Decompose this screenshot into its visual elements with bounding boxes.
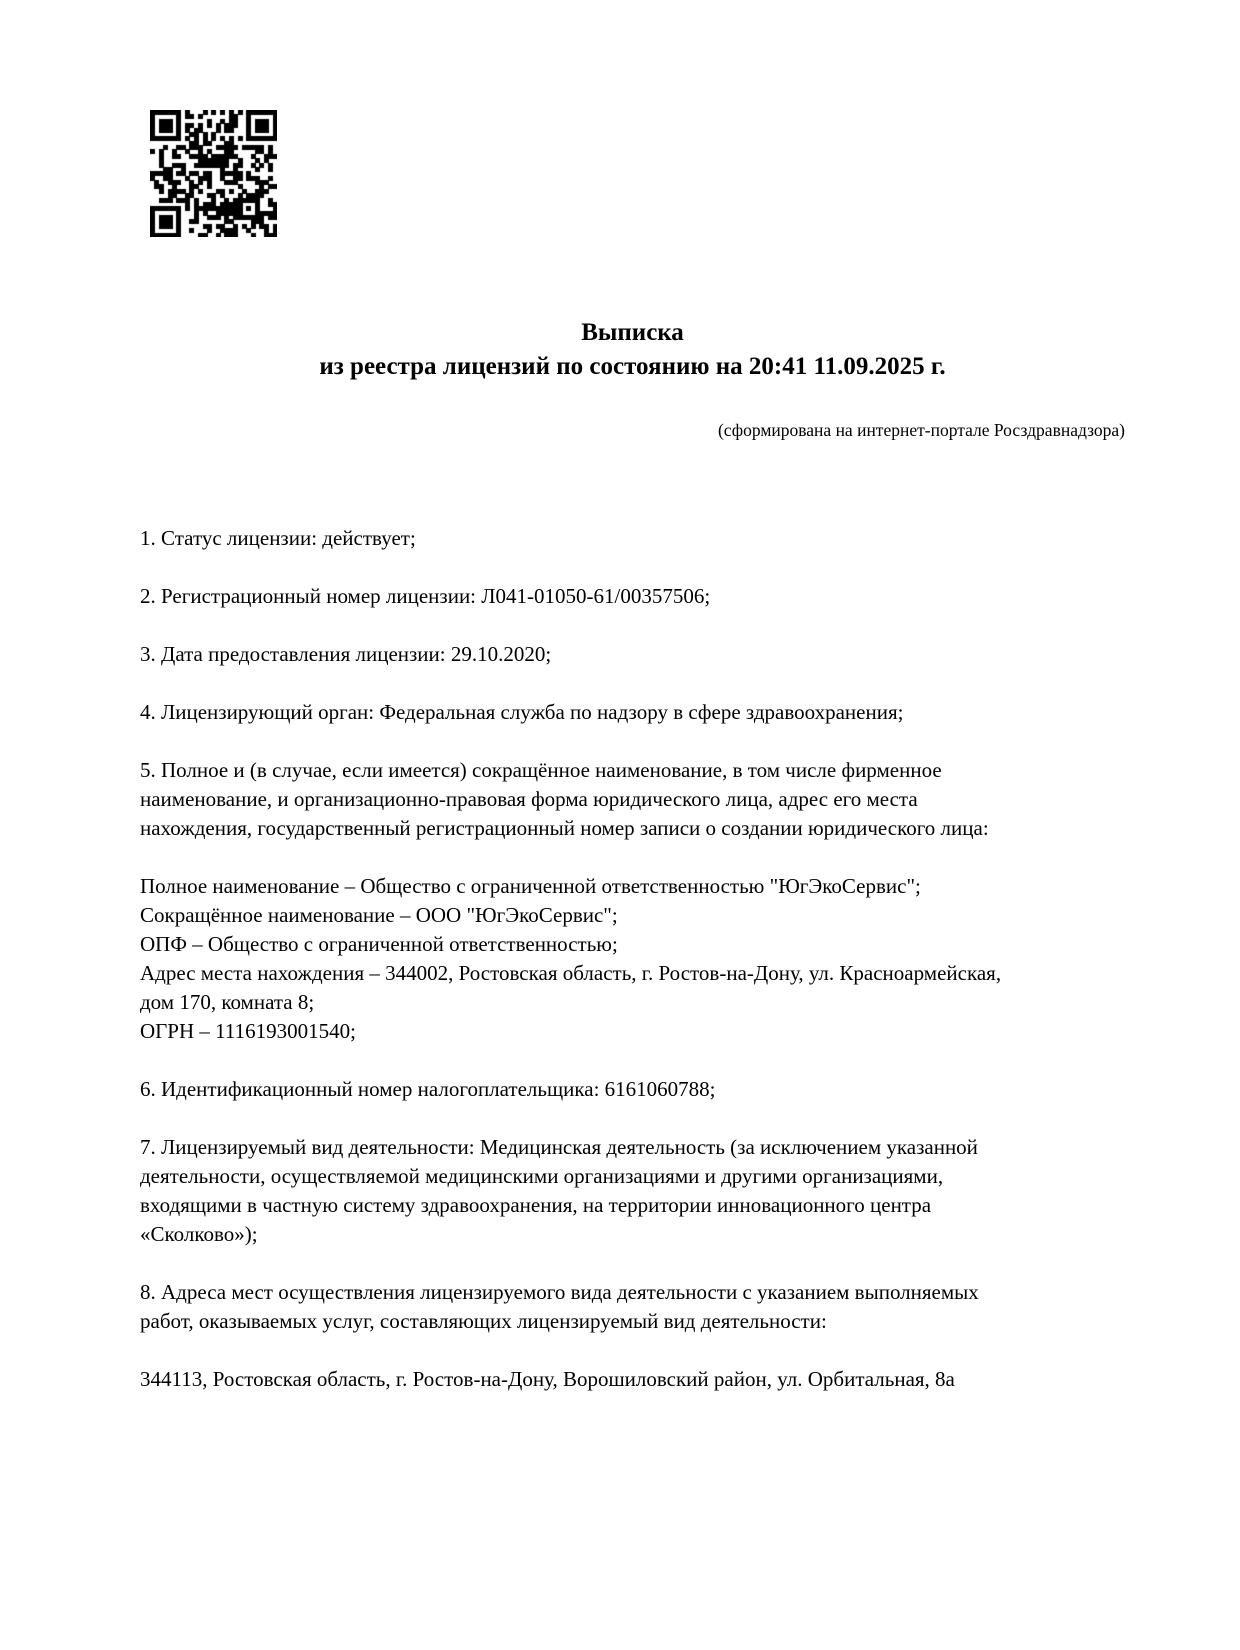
item-license-status-line: 1. Статус лицензии: действует; [140, 526, 416, 550]
item-entity-heading-line3: нахождения, государственный регистрационный номер записи о создании юридического лица: [140, 816, 989, 840]
item-licensing-authority [140, 698, 1125, 727]
entity-ogrn: ОГРН – 1116193001540; [140, 1019, 356, 1043]
item-licensed-activity-line1: 7. Лицензируемый вид деятельности: Медицинская деятельность (за исключением указанной [140, 1135, 978, 1159]
entity-address-line2: дом 170, комната 8; [140, 990, 315, 1014]
document-content [140, 316, 1125, 1394]
item-licensed-activity-line2: деятельности, осуществляемой медицинскими организациями и другими организациями, [140, 1164, 944, 1188]
item-grant-date-line: 3. Дата предоставления лицензии: 29.10.2020; [140, 642, 552, 666]
document-title-line2: из реестра лицензий по состоянию на 20:41 11.09.2025 г. [319, 353, 946, 380]
document-subtitle: (сформирована на интернет-портале Росздравнадзора) [717, 420, 1125, 440]
item-licensed-activity-line3: входящими в частную систему здравоохранения, на территории инновационного центра [140, 1193, 932, 1217]
item-registration-number [140, 582, 1125, 611]
entity-legal-form: ОПФ – Общество с ограниченной ответственностью; [140, 932, 618, 956]
item-registration-number-line: 2. Регистрационный номер лицензии: Л041-01050-61/00357506; [140, 584, 711, 608]
document-body [140, 524, 1125, 1394]
item-activity-addresses-line1: 8. Адреса мест осуществления лицензируемого вида деятельности с указанием выполняемых [140, 1280, 979, 1304]
entity-short-name: Сокращённое наименование – ООО "ЮгЭкоСервис"; [140, 903, 618, 927]
item-entity-heading-line1: 5. Полное и (в случае, если имеется) сокращённое наименование, в том числе фирменное [140, 758, 942, 782]
item-entity-heading-line2: наименование, и организационно-правовая форма юридического лица, адрес его места [140, 787, 918, 811]
activity-address-line: 344113, Ростовская область, г. Ростов-на-Дону, Ворошиловский район, ул. Орбитальная, 8а [140, 1367, 955, 1391]
item-licensed-activity-line4: «Сколково»); [140, 1222, 258, 1246]
qr-code [150, 110, 277, 237]
document-title [140, 316, 1125, 384]
item-grant-date [140, 640, 1125, 669]
document-title-line1: Выписка [581, 319, 684, 346]
item-inn-line: 6. Идентификационный номер налогоплательщика: 6161060788; [140, 1077, 716, 1101]
item-license-status [140, 524, 1125, 553]
item-activity-addresses-line2: работ, оказываемых услуг, составляющих лицензируемый вид деятельности: [140, 1309, 827, 1333]
entity-full-name: Полное наименование – Общество с ограниченной ответственностью "ЮгЭкоСервис"; [140, 874, 921, 898]
entity-address-line1: Адрес места нахождения – 344002, Ростовская область, г. Ростов-на-Дону, ул. Красноармейская, [140, 961, 1002, 985]
item-licensing-authority-line: 4. Лицензирующий орган: Федеральная служба по надзору в сфере здравоохранения; [140, 700, 904, 724]
activity-address [140, 1365, 1125, 1394]
item-inn [140, 1075, 1125, 1104]
